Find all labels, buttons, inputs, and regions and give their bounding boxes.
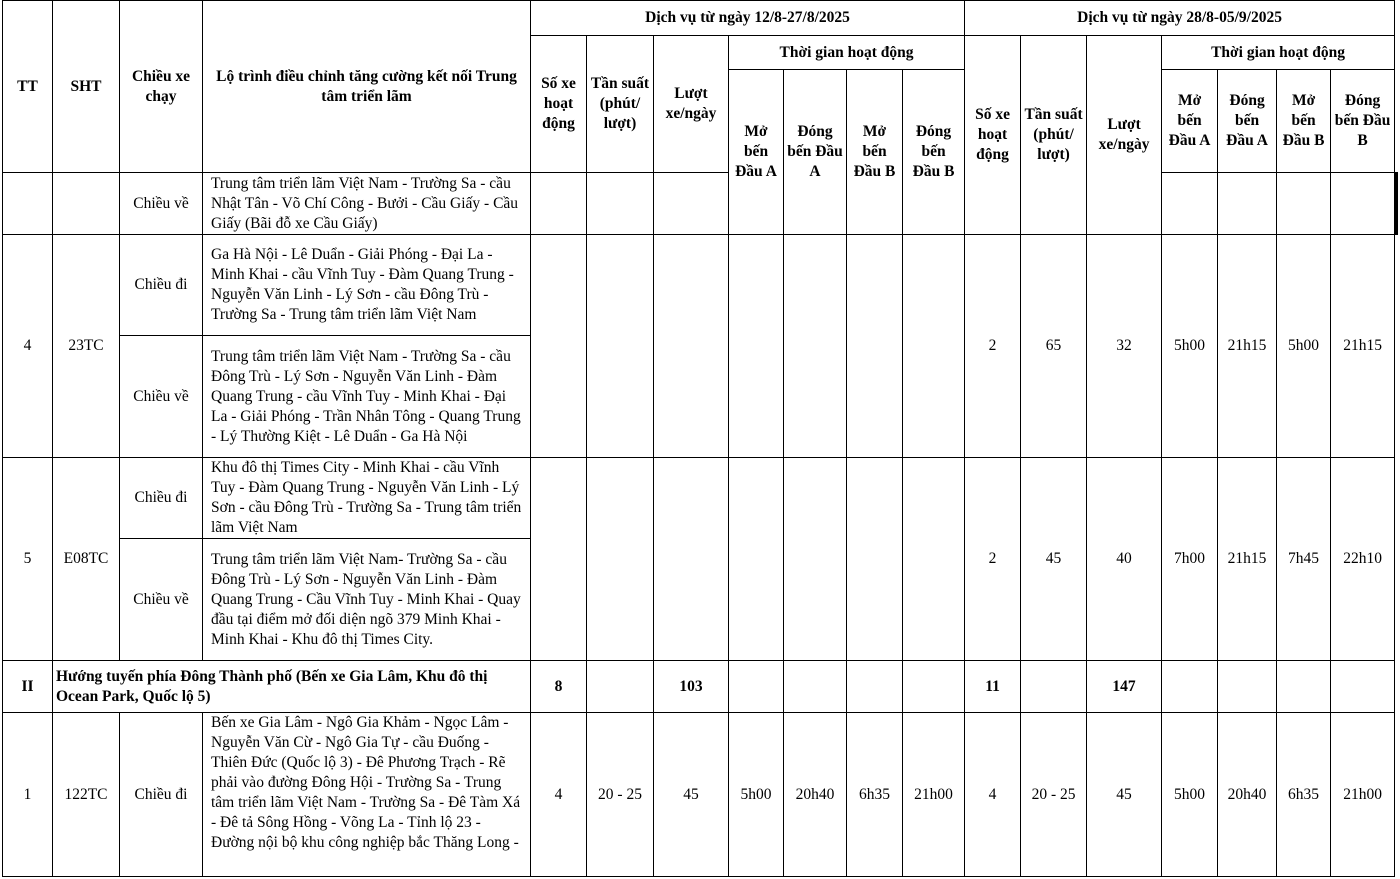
- cell-trips: 40: [1087, 458, 1162, 661]
- cell-vehicles: 4: [531, 713, 587, 877]
- cell-tt: 1: [3, 713, 53, 877]
- cell-frequency: 45: [1021, 458, 1087, 661]
- cell-direction: Chiều đi: [120, 458, 203, 539]
- cell-direction: Chiều về: [120, 336, 203, 458]
- cell-vehicles: 2: [965, 458, 1021, 661]
- cell-close-b: 22h10: [1331, 458, 1395, 661]
- section-title: Hướng tuyến phía Đông Thành phố (Bến xe Gia Lâm, Khu đô thị Ocean Park, Quốc lộ 5): [53, 661, 531, 713]
- cell-close-a: 21h15: [1218, 235, 1277, 458]
- cell-open-a: 5h00: [729, 713, 784, 877]
- header-p1-frequency: Tần suất (phút/ lượt): [587, 36, 654, 173]
- cell-route: Trung tâm triển lãm Việt Nam - Trường Sa - cầu Đông Trù - Lý Sơn - Nguyễn Văn Linh - Đàm Quang Trung - cầu Vĩnh Tuy - Minh Khai - Đại La - Giải Phóng - Trần Nhân Tông - Quang Trung - Lý Thường Kiệt - Lê Duẩn - Ga Hà Nội: [203, 336, 531, 458]
- header-p2-close-b: Đóng bến Đầu B: [1331, 70, 1395, 173]
- cell-direction: Chiều đi: [120, 235, 203, 336]
- cell-route: Bến xe Gia Lâm - Ngô Gia Khảm - Ngọc Lâm - Nguyễn Văn Cừ - Ngô Gia Tự - cầu Đuống - Thiên Đức (Quốc lộ 3) - Đê Phương Trạch - Rẽ phải vào đường Đông Hội - Trường Sa - Trung tâm triển lãm Việt Nam - Trường Sa - Đê Tàm Xá - Đê tả Sông Hồng - Võng La - Tỉnh lộ 23 - Đường nội bộ khu công nghiệp bắc Thăng Long -: [203, 713, 531, 877]
- cell-close-a: 20h40: [1218, 713, 1277, 877]
- cell-vehicles: 8: [531, 661, 587, 713]
- cell-open-b: 6h35: [847, 713, 903, 877]
- header-p1-trips: Lượt xe/ngày: [654, 36, 729, 173]
- cell-frequency: 20 - 25: [587, 713, 654, 877]
- header-p2-op-time: Thời gian hoạt động: [1162, 36, 1395, 70]
- cell-close-a: 20h40: [784, 713, 847, 877]
- cell-tt: [3, 173, 53, 235]
- cell-trips: 103: [654, 661, 729, 713]
- header-route: Lộ trình điều chỉnh tăng cường kết nối Trung tâm triển lãm: [203, 1, 531, 173]
- cell-sht: E08TC: [53, 458, 120, 661]
- cell-open-a: 5h00: [1162, 713, 1218, 877]
- header-tt: TT: [3, 1, 53, 173]
- cell-sht: 122TC: [53, 713, 120, 877]
- cell-vehicles: 2: [965, 235, 1021, 458]
- cell-open-a: 7h00: [1162, 458, 1218, 661]
- cell-open-b: 5h00: [1277, 235, 1331, 458]
- header-period-2: Dịch vụ từ ngày 28/8-05/9/2025: [965, 1, 1395, 36]
- header-p1-close-a: Đóng bến Đầu A: [784, 70, 847, 235]
- cell-open-b: 7h45: [1277, 458, 1331, 661]
- table-row: [3, 235, 1398, 336]
- bus-schedule-table: [2, 0, 1398, 877]
- cell-frequency: 65: [1021, 235, 1087, 458]
- cell-close-b: 21h00: [1331, 713, 1395, 877]
- cell-sht: [53, 173, 120, 235]
- cell-open-a: 5h00: [1162, 235, 1218, 458]
- header-p2-trips: Lượt xe/ngày: [1087, 36, 1162, 235]
- cell-vehicles: 11: [965, 661, 1021, 713]
- cell-tt: 4: [3, 235, 53, 458]
- cell-route: Trung tâm triển lãm Việt Nam - Trường Sa - cầu Nhật Tân - Võ Chí Công - Bưởi - Cầu Giấy - Cầu Giấy (Bãi đỗ xe Cầu Giấy): [203, 173, 531, 235]
- table-row: [3, 173, 1398, 235]
- cell-trips: 147: [1087, 661, 1162, 713]
- cell-trips: 45: [654, 713, 729, 877]
- cell-direction: Chiều về: [120, 173, 203, 235]
- header-direction: Chiều xe chạy: [120, 1, 203, 173]
- header-p1-op-time: Thời gian hoạt động: [729, 36, 965, 70]
- cell-tt: 5: [3, 458, 53, 661]
- header-p2-open-a: Mở bến Đầu A: [1162, 70, 1218, 173]
- cell-vehicles: 4: [965, 713, 1021, 877]
- cell-close-a: 21h15: [1218, 458, 1277, 661]
- header-p2-close-a: Đóng bến Đầu A: [1218, 70, 1277, 173]
- cell-open-b: 6h35: [1277, 713, 1331, 877]
- cell-direction: Chiều đi: [120, 713, 203, 877]
- header-p1-open-a: Mở bến Đầu A: [729, 70, 784, 235]
- header-period-1: Dịch vụ từ ngày 12/8-27/8/2025: [531, 1, 965, 36]
- header-p1-close-b: Đóng bến Đầu B: [903, 70, 965, 235]
- cell-direction: Chiều về: [120, 539, 203, 661]
- cell-frequency: 20 - 25: [1021, 713, 1087, 877]
- header-p2-frequency: Tần suất (phút/ lượt): [1021, 36, 1087, 235]
- cell-close-b: 21h15: [1331, 235, 1395, 458]
- header-p1-vehicles: Số xe hoạt động: [531, 36, 587, 173]
- header-sht: SHT: [53, 1, 120, 173]
- header-p1-open-b: Mở bến Đầu B: [847, 70, 903, 235]
- table-row: [3, 713, 1398, 877]
- section-number: II: [3, 661, 53, 713]
- header-p2-vehicles: Số xe hoạt động: [965, 36, 1021, 235]
- cell-trips: 45: [1087, 713, 1162, 877]
- table-row: [3, 458, 1398, 539]
- section-row: [3, 661, 1398, 713]
- cell-route: Khu đô thị Times City - Minh Khai - cầu Vĩnh Tuy - Đàm Quang Trung - Nguyễn Văn Linh - Lý Sơn - cầu Đông Trù - Trường Sa - Trung tâm triển lãm Việt Nam: [203, 458, 531, 539]
- cell-sht: 23TC: [53, 235, 120, 458]
- cell-trips: 32: [1087, 235, 1162, 458]
- header-p2-open-b: Mở bến Đầu B: [1277, 70, 1331, 173]
- cell-route: Trung tâm triển lãm Việt Nam- Trường Sa - cầu Đông Trù - Lý Sơn - Nguyễn Văn Linh - Đàm Quang Trung - Cầu Vĩnh Tuy - Minh Khai - Quay đầu tại điểm mở đối diện ngõ 379 Minh Khai - Minh Khai - Khu đô thị Times City.: [203, 539, 531, 661]
- cell-route: Ga Hà Nội - Lê Duẩn - Giải Phóng - Đại La - Minh Khai - cầu Vĩnh Tuy - Đàm Quang Trung - Nguyễn Văn Linh - Lý Sơn - cầu Đông Trù - Trường Sa - Trung tâm triển lãm Việt Nam: [203, 235, 531, 336]
- cell-close-b: 21h00: [903, 713, 965, 877]
